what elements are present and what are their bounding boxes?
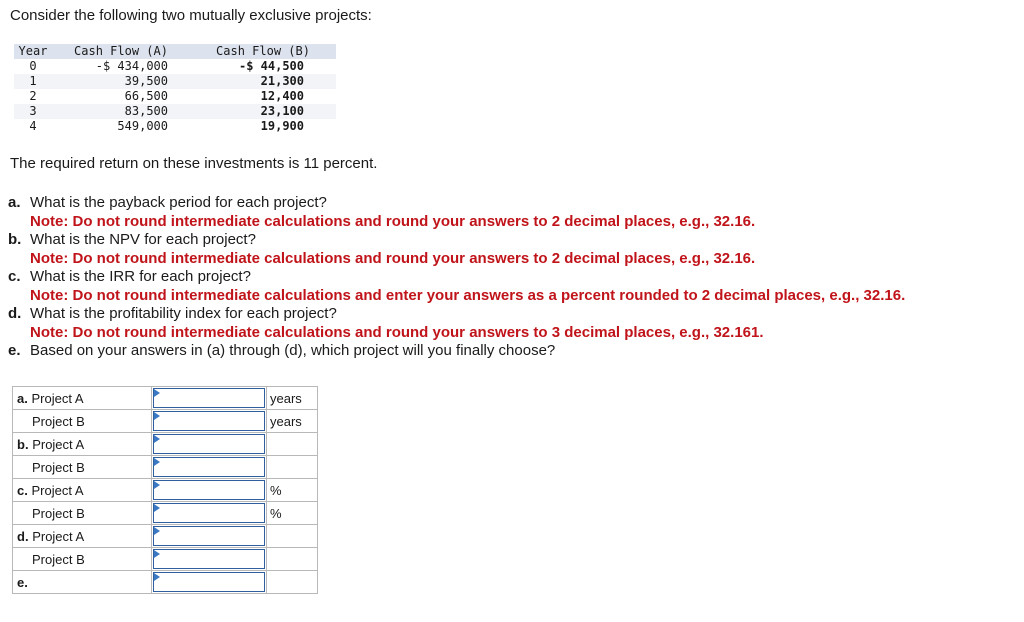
answer-row-c-project-a	[13, 479, 318, 502]
header-year: Year	[14, 44, 52, 59]
cash-flow-header-row	[14, 44, 336, 59]
question-d	[8, 305, 905, 342]
answer-prefix: a.	[17, 390, 28, 406]
cash-flow-b-cell: 21,300	[190, 74, 336, 89]
answer-input-cell[interactable]	[152, 571, 267, 594]
question-note: Note: Do not round intermediate calculations and round your answers to 2 decimal places, e.g., 32.16.	[30, 212, 756, 230]
year-cell: 3	[14, 104, 52, 119]
answer-label	[13, 502, 152, 525]
question-text: What is the profitability index for each project?	[30, 305, 337, 322]
question-a	[8, 194, 905, 231]
question-letter: b.	[8, 231, 22, 248]
answer-row-b-project-a	[13, 433, 318, 456]
question-note: Note: Do not round intermediate calculations and enter your answers as a percent rounded to 2 decimal places, e.g., 32.16.	[30, 286, 906, 304]
question-c	[8, 268, 905, 305]
cell-marker-icon	[154, 458, 160, 466]
header-cash-flow-a: Cash Flow (A)	[52, 44, 190, 59]
question-text: What is the NPV for each project?	[30, 231, 256, 248]
answer-label-text: Project B	[32, 551, 85, 567]
cell-marker-icon	[154, 389, 160, 397]
cash-flow-b-cell: 12,400	[260, 89, 304, 103]
answer-row-a-project-a	[13, 387, 318, 410]
question-note: Note: Do not round intermediate calculations and round your answers to 3 decimal places, e.g., 32.161.	[30, 323, 764, 341]
table-row	[14, 119, 336, 134]
answer-unit	[267, 456, 318, 479]
answer-label	[13, 433, 152, 456]
question-note: Note: Do not round intermediate calculations and round your answers to 2 decimal places, e.g., 32.16.	[30, 249, 756, 267]
answer-prefix: e.	[17, 574, 28, 590]
answer-input-cell[interactable]	[152, 410, 267, 433]
answer-unit	[267, 571, 318, 594]
answer-table	[12, 386, 318, 594]
cell-marker-icon	[154, 504, 160, 512]
question-letter: d.	[8, 305, 22, 322]
answer-row-d-project-a	[13, 525, 318, 548]
year-cell: 1	[14, 74, 52, 89]
cash-flow-a-cell: 83,500	[52, 104, 190, 119]
answer-row-c-project-b	[13, 502, 318, 525]
answer-label	[13, 456, 152, 479]
answer-input[interactable]	[153, 549, 265, 569]
answer-label-text: Project B	[32, 459, 85, 475]
answer-input-cell[interactable]	[152, 502, 267, 525]
required-return-text: The required return on these investments is 11 percent.	[10, 155, 378, 172]
answer-unit	[267, 525, 318, 548]
answer-prefix: c.	[17, 482, 28, 498]
cell-marker-icon	[154, 550, 160, 558]
answer-label-text: Project A	[31, 482, 84, 498]
table-row	[14, 89, 336, 104]
cell-marker-icon	[154, 435, 160, 443]
answer-label	[13, 548, 152, 571]
answer-prefix: d.	[17, 528, 29, 544]
answer-unit	[267, 548, 318, 571]
table-row	[14, 59, 336, 74]
cash-flow-a-cell: -$ 434,000	[95, 59, 168, 73]
answer-label	[13, 387, 152, 410]
answer-input-cell[interactable]	[152, 548, 267, 571]
answer-row-d-project-b	[13, 548, 318, 571]
cash-flow-table	[14, 44, 336, 134]
answer-label	[13, 525, 152, 548]
cell-marker-icon	[154, 527, 160, 535]
question-letter: a.	[8, 194, 21, 211]
answer-label	[13, 479, 152, 502]
answer-label-text: Project A	[31, 390, 84, 406]
year-cell: 0	[29, 59, 37, 73]
answer-unit	[267, 433, 318, 456]
cash-flow-b-cell: 19,900	[260, 119, 304, 133]
answer-input[interactable]	[153, 480, 265, 500]
question-letter: e.	[8, 342, 21, 359]
answer-input[interactable]	[153, 434, 265, 454]
answer-unit: %	[267, 479, 318, 502]
intro-text: Consider the following two mutually exclusive projects:	[10, 7, 372, 24]
answer-row-e	[13, 571, 318, 594]
answer-label-text: Project A	[32, 528, 85, 544]
answer-input[interactable]	[153, 503, 265, 523]
answer-label	[13, 410, 152, 433]
answer-label-text: Project A	[32, 436, 85, 452]
answer-input[interactable]	[153, 457, 265, 477]
question-list	[8, 194, 905, 361]
cash-flow-a-cell: 549,000	[117, 119, 168, 133]
question-e	[8, 342, 905, 361]
question-letter: c.	[8, 268, 21, 285]
year-cell: 2	[29, 89, 37, 103]
question-text: Based on your answers in (a) through (d), which project will you finally choose?	[30, 342, 556, 359]
answer-input-cell[interactable]	[152, 387, 267, 410]
answer-input[interactable]	[153, 526, 265, 546]
answer-label-text: Project B	[32, 413, 85, 429]
answer-label-text: Project B	[32, 505, 85, 521]
year-cell: 4	[29, 119, 37, 133]
answer-row-b-project-b	[13, 456, 318, 479]
answer-unit: years	[267, 387, 318, 410]
cash-flow-b-cell: 23,100	[190, 104, 336, 119]
question-b	[8, 231, 905, 268]
cash-flow-b-cell: -$ 44,500	[238, 59, 304, 73]
answer-unit: years	[267, 410, 318, 433]
answer-input-cell[interactable]	[152, 433, 267, 456]
question-text: What is the payback period for each project?	[30, 194, 327, 211]
answer-input[interactable]	[153, 388, 265, 408]
cash-flow-a-cell: 66,500	[124, 89, 168, 103]
question-text: What is the IRR for each project?	[30, 268, 251, 285]
answer-input-cell[interactable]	[152, 456, 267, 479]
answer-label	[13, 571, 152, 594]
answer-unit: %	[267, 502, 318, 525]
cash-flow-a-cell: 39,500	[52, 74, 190, 89]
header-cash-flow-b: Cash Flow (B)	[190, 44, 336, 59]
table-row	[14, 74, 336, 89]
cell-marker-icon	[154, 412, 160, 420]
cell-marker-icon	[154, 573, 160, 581]
answer-prefix: b.	[17, 436, 29, 452]
table-row	[14, 104, 336, 119]
answer-input-cell[interactable]	[152, 479, 267, 502]
answer-row-a-project-b	[13, 410, 318, 433]
answer-input-cell[interactable]	[152, 525, 267, 548]
answer-select[interactable]	[153, 572, 265, 592]
cell-marker-icon	[154, 481, 160, 489]
answer-input[interactable]	[153, 411, 265, 431]
